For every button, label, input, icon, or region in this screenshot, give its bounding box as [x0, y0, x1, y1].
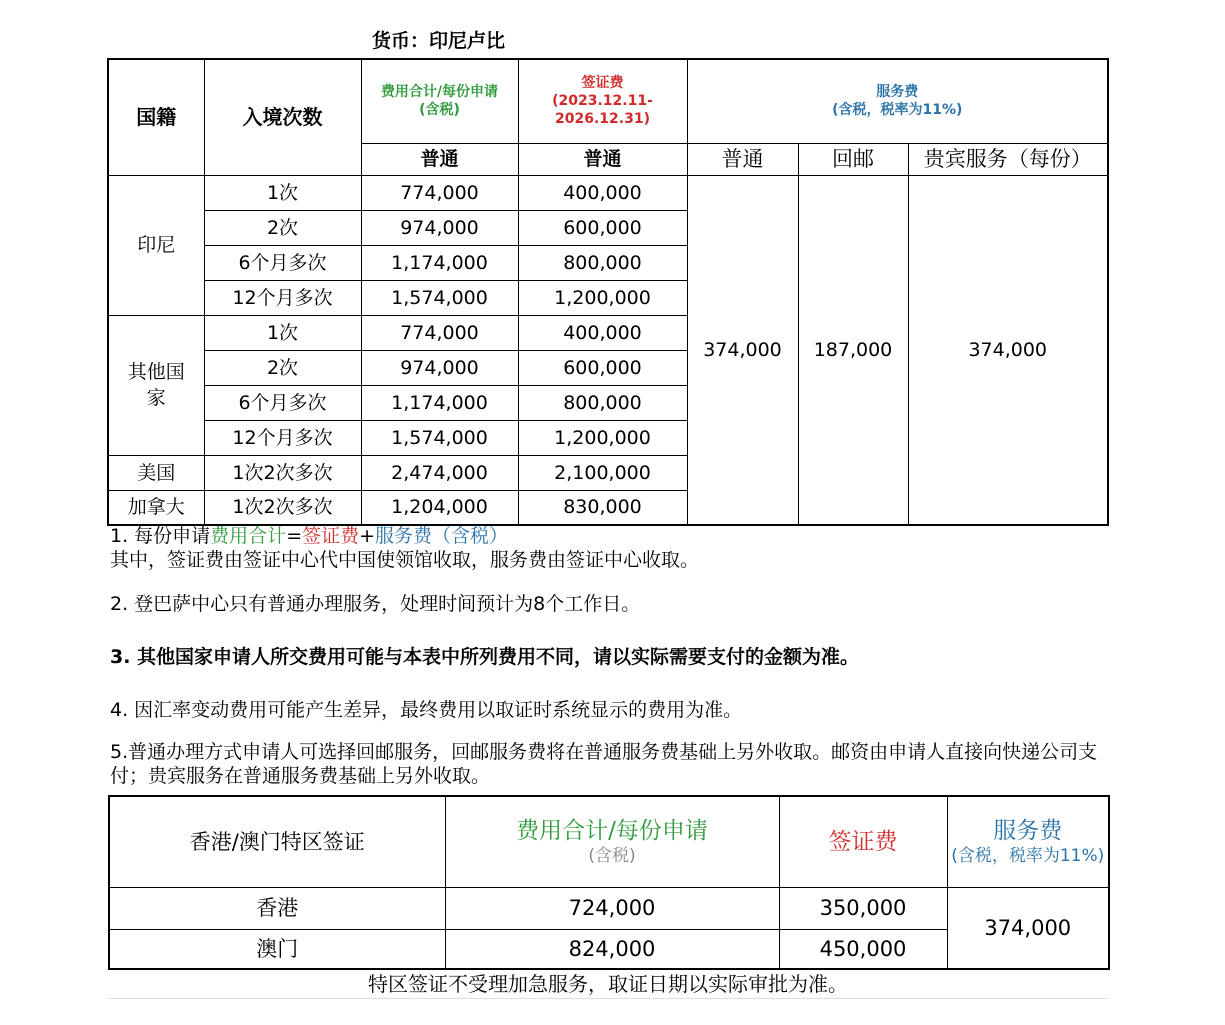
- header-service-fee-label: 服务费: [876, 84, 919, 101]
- note-1-visa: 签证费: [302, 525, 360, 547]
- total-cell: 2,474,000: [361, 455, 518, 490]
- sar-header-title: 香港/澳门特区签证: [109, 796, 445, 887]
- visa-fee-cell: 830,000: [518, 490, 687, 525]
- header-visa-fee: [518, 59, 687, 143]
- sar-note: 特区签证不受理加急服务，取证日期以实际审批为准。: [108, 970, 1108, 999]
- note-1-service: 服务费（含税）: [375, 525, 509, 547]
- service-vip-cell: 374,000: [908, 175, 1108, 525]
- visa-fee-cell: 1,200,000: [518, 280, 687, 315]
- visa-fee-cell: 2,100,000: [518, 455, 687, 490]
- sar-header-total-sub: (含税): [588, 845, 636, 866]
- sar-header-total: [445, 796, 779, 887]
- subheader-visa-regular: 普通: [518, 143, 687, 175]
- subheader-service-vip: 贵宾服务（每份）: [908, 143, 1108, 175]
- visa-fee-cell: 400,000: [518, 315, 687, 350]
- sar-header-visa-fee-label: 签证费: [828, 828, 898, 855]
- total-cell: 1,204,000: [361, 490, 518, 525]
- service-return-mail-cell: 187,000: [798, 175, 908, 525]
- entries-cell: 2次: [204, 350, 361, 385]
- total-cell: 1,574,000: [361, 280, 518, 315]
- sar-visa-fee-table: [108, 795, 1110, 970]
- sar-service-fee-cell: 374,000: [947, 887, 1109, 969]
- currency-label: 货币：印尼卢比: [372, 30, 506, 52]
- header-nationality: 国籍: [108, 59, 204, 175]
- visa-fee-cell: 1,200,000: [518, 420, 687, 455]
- note-2: 2. 登巴萨中心只有普通办理服务，处理时间预计为8个工作日。: [110, 593, 641, 615]
- total-cell: 774,000: [361, 175, 518, 210]
- entries-cell: 6个月多次: [204, 245, 361, 280]
- note-1: [110, 524, 1110, 572]
- sar-region-cell: 澳门: [109, 929, 445, 969]
- entries-cell: 6个月多次: [204, 385, 361, 420]
- total-cell: 1,574,000: [361, 420, 518, 455]
- header-total-sub: (含税): [419, 102, 460, 119]
- sar-header-service-fee: [947, 796, 1109, 887]
- sar-visa-fee-cell: 450,000: [779, 929, 947, 969]
- visa-fee-cell: 400,000: [518, 175, 687, 210]
- nationality-cell: 其他国家: [108, 315, 204, 455]
- header-service-fee: [687, 59, 1108, 143]
- header-total-label: 费用合计/每份申请: [380, 84, 499, 101]
- entries-cell: 12个月多次: [204, 420, 361, 455]
- note-5: 5.普通办理方式申请人可选择回邮服务，回邮服务费将在普通服务费基础上另外收取。邮资由申请人直接向快递公司支付；贵宾服务在普通服务费基础上另外收取。: [110, 741, 1098, 787]
- total-cell: 774,000: [361, 315, 518, 350]
- total-cell: 974,000: [361, 210, 518, 245]
- note-4: 4. 因汇率变动费用可能产生差异，最终费用以取证时系统显示的费用为准。: [110, 699, 743, 721]
- visa-fee-cell: 600,000: [518, 210, 687, 245]
- service-regular-cell: 374,000: [687, 175, 798, 525]
- note-1-eq: =: [286, 525, 303, 547]
- total-cell: 1,174,000: [361, 385, 518, 420]
- nationality-cell: 加拿大: [108, 490, 204, 525]
- visa-fee-cell: 800,000: [518, 245, 687, 280]
- subheader-service-return-mail: 回邮: [798, 143, 908, 175]
- header-visa-fee-period: (2023.12.11-2026.12.31): [552, 93, 653, 128]
- visa-fee-cell: 800,000: [518, 385, 687, 420]
- header-visa-fee-label: 签证费: [581, 75, 624, 92]
- note-1-plus: +: [359, 525, 376, 547]
- entries-cell: 1次2次多次: [204, 455, 361, 490]
- entries-cell: 12个月多次: [204, 280, 361, 315]
- nationality-cell: 美国: [108, 455, 204, 490]
- subheader-service-regular: 普通: [687, 143, 798, 175]
- visa-fee-cell: 600,000: [518, 350, 687, 385]
- sar-total-cell: 824,000: [445, 929, 779, 969]
- sar-region-cell: 香港: [109, 887, 445, 929]
- nationality-cell: 印尼: [108, 175, 204, 315]
- sar-header-visa-fee: [779, 796, 947, 887]
- total-cell: 974,000: [361, 350, 518, 385]
- note-1-line2: 其中，签证费由签证中心代中国使领馆收取，服务费由签证中心收取。: [110, 549, 700, 571]
- subheader-total-regular: 普通: [361, 143, 518, 175]
- sar-header-service-fee-sub: (含税，税率为11%): [951, 845, 1105, 866]
- entries-cell: 2次: [204, 210, 361, 245]
- note-1-prefix: 1. 每份申请: [110, 525, 211, 547]
- sar-header-service-fee-label: 服务费: [993, 817, 1063, 844]
- entries-cell: 1次2次多次: [204, 490, 361, 525]
- header-total: [361, 59, 518, 143]
- note-3: 3. 其他国家申请人所交费用可能与本表中所列费用不同，请以实际需要支付的金额为准。: [110, 646, 860, 668]
- sar-total-cell: 724,000: [445, 887, 779, 929]
- header-entries: 入境次数: [204, 59, 361, 175]
- note-1-total: 费用合计: [210, 525, 287, 547]
- note-1-line1: [110, 524, 1110, 548]
- sar-header-total-label: 费用合计/每份申请: [516, 817, 708, 844]
- header-service-fee-sub: (含税，税率为11%): [832, 102, 963, 119]
- total-cell: 1,174,000: [361, 245, 518, 280]
- visa-fee-table: [107, 58, 1109, 526]
- entries-cell: 1次: [204, 315, 361, 350]
- entries-cell: 1次: [204, 175, 361, 210]
- sar-visa-fee-cell: 350,000: [779, 887, 947, 929]
